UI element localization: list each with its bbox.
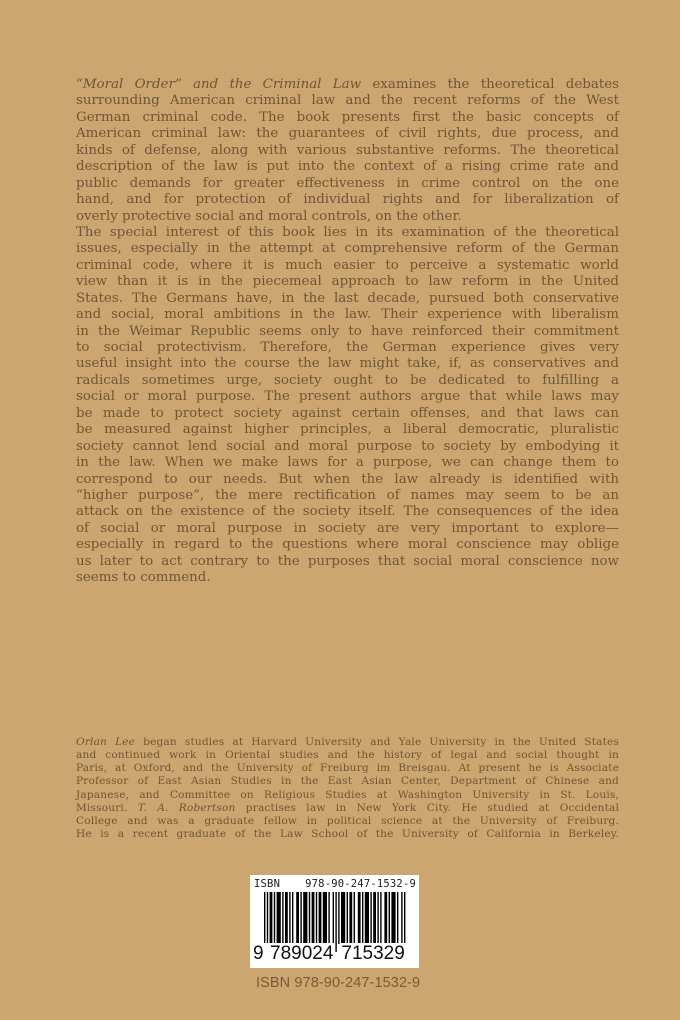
blurb-line: in the Weimar Republic seems only to have reinforced their commitment xyxy=(76,323,619,339)
blurb-line: in the law. When we make laws for a purpose, we can change them to xyxy=(76,455,619,471)
blurb-line: to social protectivism. Therefore, the German experience gives very xyxy=(76,340,619,355)
bio-line: and continued work in Oriental studies and the history of legal and social thought in xyxy=(76,749,619,762)
blurb-line: hand, and for protection of individual rights and for liberalization of xyxy=(76,192,619,208)
blurb-line: overly protective social and moral controls, on the other. xyxy=(76,208,462,224)
blurb-line: The special interest of this book lies in its examination of the theoretical xyxy=(76,224,619,240)
author-name: T. A. Robertson xyxy=(137,801,236,814)
blurb-line: and social, moral ambitions in the law. Their experience with liberalism xyxy=(76,307,619,323)
bio-line: Japanese, and Committee on Religious Studies at Washington University in St. Louis, xyxy=(76,788,619,801)
blurb-line: description of the law is put into the context of a rising crime rate and xyxy=(76,159,619,175)
blurb-line: attack on the existence of the society itself. The consequences of the idea xyxy=(76,504,619,520)
blurb-line: social or moral purpose. The present authors argue that while laws may xyxy=(76,389,619,405)
blurb-line: issues, especially in the attempt at comprehensive reform of the German xyxy=(76,241,619,257)
bio-line: He is a recent graduate of the Law School of the University of California in Berkeley. xyxy=(76,827,619,840)
blurb-line: radicals sometimes urge, society ought to be dedicated to fulfilling a xyxy=(76,372,619,388)
author-name: Orlan Lee xyxy=(76,736,136,748)
bio-line: Missouri. T. A. Robertson practises law in New York City. He studied at Occidental xyxy=(76,801,620,814)
isbn-text: ISBN 978-90-247-1532-9 xyxy=(256,975,421,991)
bio-line: Professor of East Asian Studies in the East Asian Center, Department of Chinese and xyxy=(76,775,619,788)
blurb-line: society cannot lend social and moral purpose to society by embodying it xyxy=(76,438,619,454)
blurb-line: useful insight into the course the law might take, if, as conservatives and xyxy=(76,356,619,372)
author-bio xyxy=(76,736,619,841)
blurb-line: American criminal law: the guarantees of civil rights, due process, and xyxy=(76,126,619,142)
blurb-line: “Moral Order” and the Criminal Law examines the theoretical debates xyxy=(76,77,620,92)
blurb-line: criminal code, where it is much easier to perceive a systematic world xyxy=(76,257,619,273)
blurb-line: view than it is in the piecemeal approach to law reform in the United xyxy=(76,274,619,290)
bio-line: College and was a graduate fellow in political science at the University of Freiburg. xyxy=(76,814,619,827)
blurb-line: kinds of defense, along with various substantive reforms. The theoretical xyxy=(76,142,619,158)
blurb-line: correspond to our needs. But when the law already is identified with xyxy=(76,471,619,487)
blurb-line: especially in regard to the questions where moral conscience may oblige xyxy=(76,537,619,553)
blurb-line: of social or moral purpose in society are very important to explore— xyxy=(76,520,619,536)
blurb-line: German criminal code. The book presents first the basic concepts of xyxy=(76,109,619,125)
blurb-line: States. The Germans have, in the last decade, pursued both conservative xyxy=(76,290,619,306)
bio-line: Paris, at Oxford, and the University of Freiburg im Breisgau. At present he is Associate xyxy=(76,762,619,775)
blurb-line: “higher purpose”, the mere rectification of names may seem to be an xyxy=(76,487,619,503)
bio-line: Orlan Lee began studies at Harvard University and Yale University in the United States xyxy=(76,736,619,748)
book-title: “Moral Order” and the Criminal Law xyxy=(76,77,362,92)
barcode-digits: 9 789024 715329 xyxy=(253,943,405,964)
blurb-line: seems to commend. xyxy=(76,570,211,586)
blurb-line: be measured against higher principles, a liberal democratic, pluralistic xyxy=(76,422,619,438)
isbn-barcode xyxy=(250,875,419,968)
blurb-line: public demands for greater effectiveness in crime control on the one xyxy=(76,175,619,191)
barcode-isbn-label: ISBN 978-90-247-1532-9 xyxy=(254,878,416,890)
blurb-line: us later to act contrary to the purposes that social moral conscience now xyxy=(76,553,619,569)
blurb-line: be made to protect society against certain offenses, and that laws can xyxy=(76,405,619,421)
book-description xyxy=(76,77,619,587)
blurb-line: surrounding American criminal law and the recent reforms of the West xyxy=(76,93,619,109)
